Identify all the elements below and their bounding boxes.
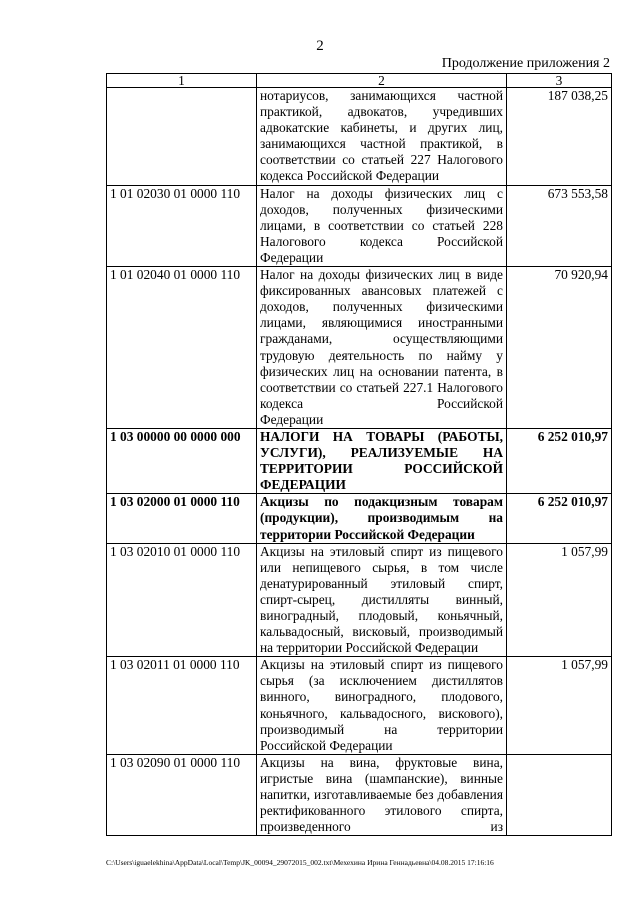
description-text-last-line: ФЕДЕРАЦИИ: [260, 477, 346, 493]
description-text-last-line: Российской Федерации: [260, 737, 393, 753]
table-row: [107, 267, 612, 429]
description-text: НАЛОГИ НА ТОВАРЫ (РАБОТЫ, УСЛУГИ), РЕАЛИЗУЕМЫЕ НА ТЕРРИТОРИИ РОССИЙСКОЙ: [260, 428, 503, 477]
description-cell: [257, 185, 507, 266]
budget-revenue-table: [106, 73, 612, 836]
budget-code-cell: 1 01 02040 01 0000 110: [107, 267, 257, 429]
table-row: [107, 494, 612, 543]
page-number: 2: [316, 38, 324, 54]
table-row: [107, 657, 612, 755]
continuation-label: Продолжение приложения 2: [441, 56, 610, 71]
budget-code-cell: [107, 88, 257, 186]
budget-code-cell: 1 03 02011 01 0000 110: [107, 657, 257, 755]
amount-cell: 187 038,25: [507, 88, 612, 186]
table-row: [107, 543, 612, 657]
amount-cell: 6 252 010,97: [507, 494, 612, 543]
header-col-1: 1: [107, 74, 257, 88]
description-text-last-line: территории Российской Федерации: [260, 526, 475, 542]
description-text-last-line: Федерации: [260, 249, 324, 265]
description-cell: [257, 657, 507, 755]
amount-cell: 70 920,94: [507, 267, 612, 429]
description-cell: [257, 267, 507, 429]
table-row: [107, 754, 612, 835]
amount-cell: 1 057,99: [507, 543, 612, 657]
amount-cell: 6 252 010,97: [507, 428, 612, 493]
description-text-last-line: на территории Российской Федерации: [260, 640, 479, 656]
description-text: Акцизы на этиловый спирт из пищевого сырья (за исключением дистиллятов винного, виноградного, плодового, коньячного, кальвадосного, вискового), производимый на территории: [260, 657, 503, 737]
description-cell: [257, 754, 507, 835]
description-cell: [257, 543, 507, 657]
amount-cell: [507, 754, 612, 835]
description-text: Налог на доходы физических лиц в виде фиксированных авансовых платежей с доходов, полученных физическими лицами, являющимися иностранными гражданами, осуществляющими трудовую деятельность по найму у физических лиц на основании патента, в соответствии со статьей 227.1 Налогового кодекса Российской: [260, 267, 503, 411]
description-text: Акцизы на вина, фруктовые вина, игристые вина (шампанские), винные напитки, изготавливаемые без добавления ректификованного этилового спирта, произведенного из: [260, 754, 503, 835]
budget-code-cell: 1 03 02010 01 0000 110: [107, 543, 257, 657]
amount-cell: 1 057,99: [507, 657, 612, 755]
budget-code-cell: 1 03 02090 01 0000 110: [107, 754, 257, 835]
table-row: [107, 428, 612, 493]
description-cell: [257, 428, 507, 493]
file-path-footer: C:\Users\iguaelekhina\AppData\Local\Temp\JK_00094_29072015_002.txt\Мехехина Ирина Геннадьевна\04.08.2015 17:16:16: [106, 858, 494, 867]
table-row: [107, 88, 612, 186]
description-text: нотариусов, занимающихся частной практикой, адвокатов, учредивших адвокатские кабинеты, и других лиц, занимающихся частной практикой, в соответствии со статьей 227 Налогового: [260, 88, 503, 168]
description-text: Акцизы на этиловый спирт из пищевого или непищевого сырья, в том числе денатурированный этиловый спирт, спирт-сырец, дистилляты винный, виноградный, плодовый, коньячный, кальвадосный, висковый, производимый: [260, 543, 503, 640]
description-cell: [257, 494, 507, 543]
budget-code-cell: 1 03 02000 01 0000 110: [107, 494, 257, 543]
header-col-2: 2: [257, 74, 507, 88]
amount-cell: 673 553,58: [507, 185, 612, 266]
table-row: [107, 185, 612, 266]
description-text: Акцизы по подакцизным товарам (продукции), производимым на: [260, 494, 503, 526]
description-text: Налог на доходы физических лиц с доходов, полученных физическими лицами, в соответствии со статьей 228 Налогового кодекса Российской: [260, 185, 503, 249]
header-col-3: 3: [507, 74, 612, 88]
table-header-row: [107, 74, 612, 88]
description-cell: [257, 88, 507, 186]
budget-code-cell: 1 01 02030 01 0000 110: [107, 185, 257, 266]
description-text-last-line: Федерации: [260, 411, 324, 427]
description-text-last-line: кодекса Российской Федерации: [260, 168, 440, 184]
budget-code-cell: 1 03 00000 00 0000 000: [107, 428, 257, 493]
